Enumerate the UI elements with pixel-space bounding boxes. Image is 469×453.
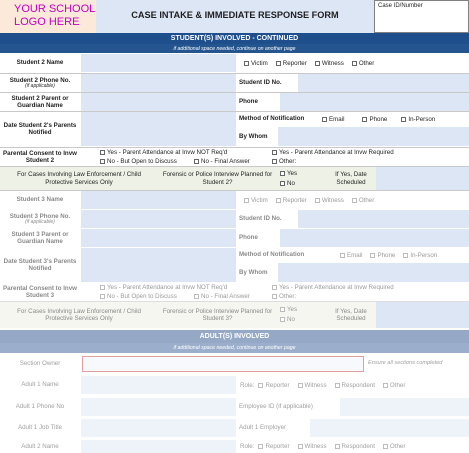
student-2-parent-phone-field[interactable] — [280, 93, 469, 111]
student-2-by-whom-field[interactable] — [278, 127, 469, 146]
student-3-by-whom-label: By Whom — [239, 268, 268, 276]
student-2-notify-date-label: Date Student 2's Parents Notified — [3, 121, 77, 136]
student-3-le-label: For Cases Involving Law Enforcement / Child Protective Services Only — [17, 307, 141, 322]
student-2-id-field[interactable] — [298, 74, 469, 92]
checkbox-icon — [362, 117, 367, 122]
student-2-le-label: For Cases Involving Law Enforcement / Child Protective Services Only — [17, 171, 141, 186]
student-3-parent-phone-label: Phone — [239, 234, 258, 242]
section-owner-field[interactable] — [82, 356, 364, 372]
student-2-role-victim[interactable]: Victim — [244, 60, 268, 67]
student-2-parent-phone-label: Phone — [239, 98, 258, 106]
student-2-role-reporter[interactable]: Reporter — [276, 60, 307, 67]
student-2-scheduled-date-field[interactable] — [376, 167, 469, 190]
checkbox-icon — [298, 383, 303, 388]
student-2-role-witness[interactable]: Witness — [315, 60, 344, 67]
adult-2-role-reporter[interactable]: Reporter — [258, 443, 289, 450]
adults-section-title: ADULT(S) INVOLVED — [0, 330, 469, 343]
student-2-id-label: Student ID No. — [239, 79, 282, 87]
student-3-name-label: Student 3 Name — [16, 196, 64, 204]
student-3-phone-sub: (if applicable) — [25, 218, 55, 225]
adult-2-role-other[interactable]: Other — [383, 443, 405, 450]
ensure-sections-note: Ensure all sections completed — [368, 360, 443, 366]
school-logo-placeholder — [0, 0, 96, 33]
student-3-forensic-no[interactable]: No — [280, 315, 295, 324]
checkbox-icon — [272, 150, 277, 155]
student-3-id-label: Student ID No. — [239, 215, 282, 223]
adult-1-job-field[interactable] — [81, 419, 236, 437]
case-id-label: Case ID/Number — [378, 3, 423, 9]
student-2-parent-label: Student 2 Parent or Guardian Name — [11, 94, 69, 109]
student-3-consent-not-reqd[interactable]: Yes - Parent Attendance at Invw NOT Req'd — [100, 283, 264, 292]
checkbox-icon — [370, 253, 375, 258]
student-2-forensic-label: Forensic or Police Interview Planned for Student 2? — [162, 171, 273, 186]
student-3-phone-field[interactable] — [81, 210, 236, 228]
row-divider — [0, 301, 469, 302]
student-2-consent-not-reqd[interactable]: Yes - Parent Attendance at Invw NOT Req'd — [100, 148, 264, 157]
student-2-name-label: Student 2 Name — [16, 59, 64, 67]
adults-section-note: if additional space needed, continue on another page — [0, 343, 469, 353]
adult-1-phone-label: Adult 1 Phone No — [15, 403, 65, 411]
adult-1-employer-label: Adult 1 Employer — [239, 424, 287, 432]
student-2-notify-date-field[interactable] — [81, 112, 236, 146]
checkbox-icon — [280, 181, 285, 186]
student-2-phone-sub: (if applicable) — [25, 82, 55, 89]
checkbox-icon — [258, 383, 263, 388]
student-2-consent-other[interactable]: Other: — [272, 157, 296, 166]
row-divider — [0, 111, 469, 112]
checkbox-icon — [280, 317, 285, 322]
section-owner-label: Section Owner — [19, 360, 61, 368]
adult-1-job-label: Adult 1 Job Title — [17, 424, 63, 432]
checkbox-icon — [315, 61, 320, 66]
student-3-consent-open[interactable]: No - But Open to Discuss — [100, 292, 186, 301]
student-2-by-whom-label: By Whom — [239, 132, 268, 140]
adult-1-name-label: Adult 1 Name — [21, 381, 59, 389]
case-id-box[interactable] — [374, 0, 469, 33]
checkbox-icon — [100, 159, 105, 164]
student-3-method-email[interactable]: Email — [340, 252, 362, 259]
student-3-if-yes-label: If Yes, Date Scheduled — [335, 307, 367, 322]
logo-line-1: YOUR SCHOOL — [14, 3, 96, 15]
checkbox-icon — [272, 159, 277, 164]
checkbox-icon — [272, 285, 277, 290]
student-3-notify-date-label: Date Student 3's Parents Notified — [3, 257, 77, 272]
checkbox-icon — [272, 294, 277, 299]
checkbox-icon — [335, 444, 340, 449]
checkbox-icon — [280, 307, 285, 312]
checkbox-icon — [335, 383, 340, 388]
adult-1-role-reporter[interactable]: Reporter — [258, 382, 289, 389]
student-2-phone-field[interactable] — [81, 74, 236, 92]
checkbox-icon — [340, 253, 345, 258]
student-3-parent-label: Student 3 Parent or Guardian Name — [11, 230, 69, 245]
student-2-method-options — [322, 112, 469, 126]
students-section-title: STUDENT(S) INVOLVED - CONTINUED — [0, 33, 469, 44]
student-3-forensic-yes[interactable]: Yes — [280, 305, 297, 314]
adult-1-role-other[interactable]: Other — [383, 382, 405, 389]
student-3-role-victim[interactable]: Victim — [244, 197, 268, 204]
adult-1-name-field[interactable] — [81, 376, 236, 394]
student-3-parent-phone-field[interactable] — [280, 229, 469, 247]
checkbox-icon — [298, 444, 303, 449]
checkbox-icon — [276, 198, 281, 203]
student-2-consent-label: Parental Consent to Invw Student 2 — [3, 149, 77, 164]
student-3-consent-options — [100, 283, 469, 301]
checkbox-icon — [258, 444, 263, 449]
checkbox-icon — [352, 61, 357, 66]
student-3-role-reporter[interactable]: Reporter — [276, 197, 307, 204]
checkbox-icon — [280, 171, 285, 176]
student-2-if-yes-label: If Yes, Date Scheduled — [335, 171, 367, 186]
student-3-parent-field[interactable] — [81, 229, 236, 247]
adult-2-role-options — [240, 440, 469, 453]
student-2-consent-final[interactable]: No - Final Answer — [194, 157, 264, 166]
student-3-phone-label: Student 3 Phone No. (if applicable) — [9, 212, 71, 225]
checkbox-icon — [352, 198, 357, 203]
student-3-notify-date-field[interactable] — [81, 248, 236, 282]
student-2-method-label: Method of Notification — [239, 115, 305, 123]
adult-2-name-label: Adult 2 Name — [21, 442, 59, 450]
student-3-role-witness[interactable]: Witness — [315, 197, 344, 204]
student-3-role-options — [244, 191, 469, 209]
student-2-role-other[interactable]: Other — [352, 60, 374, 67]
checkbox-icon — [244, 198, 249, 203]
adult-2-role-witness[interactable]: Witness — [298, 443, 327, 450]
adult-2-name-field[interactable] — [81, 440, 236, 453]
student-3-method-options — [340, 248, 469, 262]
student-3-name-field[interactable] — [81, 191, 236, 209]
checkbox-icon — [244, 61, 249, 66]
checkbox-icon — [276, 61, 281, 66]
student-2-forensic-options — [280, 169, 320, 189]
adult-1-role-respondent[interactable]: Respondent — [335, 382, 375, 389]
checkbox-icon — [322, 117, 327, 122]
student-3-consent-other[interactable]: Other: — [272, 292, 296, 301]
row-divider — [0, 190, 469, 191]
checkbox-icon — [383, 383, 388, 388]
adult-1-employer-field[interactable] — [310, 419, 469, 437]
checkbox-icon — [194, 294, 199, 299]
checkbox-icon — [100, 294, 105, 299]
employee-id-field[interactable] — [340, 398, 469, 416]
checkbox-icon — [401, 117, 406, 122]
student-2-parent-field[interactable] — [81, 93, 236, 111]
student-2-forensic-no[interactable]: No — [280, 179, 295, 188]
student-2-consent-required[interactable]: Yes - Parent Attendance at Invw Required — [272, 148, 394, 157]
student-2-phone-label: Student 2 Phone No. (if applicable) — [9, 76, 71, 89]
student-3-method-label: Method of Notification — [239, 251, 305, 259]
checkbox-icon — [100, 150, 105, 155]
row-divider — [0, 73, 469, 74]
checkbox-icon — [315, 198, 320, 203]
student-2-forensic-yes[interactable]: Yes — [280, 169, 297, 178]
student-3-method-phone[interactable]: Phone — [370, 252, 395, 259]
row-divider — [0, 166, 469, 167]
adult-1-role-options — [240, 376, 469, 394]
student-3-consent-label: Parental Consent to Invw Student 3 — [3, 284, 77, 299]
checkbox-icon — [383, 444, 388, 449]
logo-line-2: LOGO HERE — [14, 16, 80, 28]
checkbox-icon — [403, 253, 408, 258]
adult-1-role-label: Role: — [240, 381, 255, 389]
student-2-method-in-person[interactable]: In-Person — [401, 116, 435, 123]
student-3-method-in-person[interactable]: In-Person — [403, 252, 437, 259]
student-2-role-options — [244, 54, 469, 72]
student-2-consent-open[interactable]: No - But Open to Discuss — [100, 157, 186, 166]
student-3-consent-final[interactable]: No - Final Answer — [194, 292, 264, 301]
row-divider — [0, 147, 469, 148]
employee-id-label: Employee ID (if applicable) — [239, 403, 313, 411]
adult-2-role-label: Role: — [240, 443, 255, 450]
student-3-by-whom-field[interactable] — [278, 263, 469, 282]
student-3-forensic-options — [280, 305, 320, 325]
student-3-id-field[interactable] — [298, 210, 469, 228]
student-3-scheduled-date-field[interactable] — [376, 302, 469, 328]
checkbox-icon — [194, 159, 199, 164]
student-2-consent-options — [100, 148, 469, 166]
student-3-consent-required[interactable]: Yes - Parent Attendance at Invw Required — [272, 283, 394, 292]
adult-2-role-respondent[interactable]: Respondent — [335, 443, 375, 450]
student-3-role-other[interactable]: Other — [352, 197, 374, 204]
adult-1-role-witness[interactable]: Witness — [298, 382, 327, 389]
form-title: CASE INTAKE & IMMEDIATE RESPONSE FORM — [131, 10, 339, 20]
student-3-forensic-label: Forensic or Police Interview Planned for Student 3? — [162, 307, 273, 322]
row-divider — [0, 92, 469, 93]
adult-1-phone-field[interactable] — [81, 398, 236, 416]
students-section-note: if additional space needed, continue on another page — [0, 44, 469, 53]
student-2-method-phone[interactable]: Phone — [362, 116, 387, 123]
student-2-method-email[interactable]: Email — [322, 116, 344, 123]
student-2-name-field[interactable] — [81, 54, 236, 72]
checkbox-icon — [100, 285, 105, 290]
